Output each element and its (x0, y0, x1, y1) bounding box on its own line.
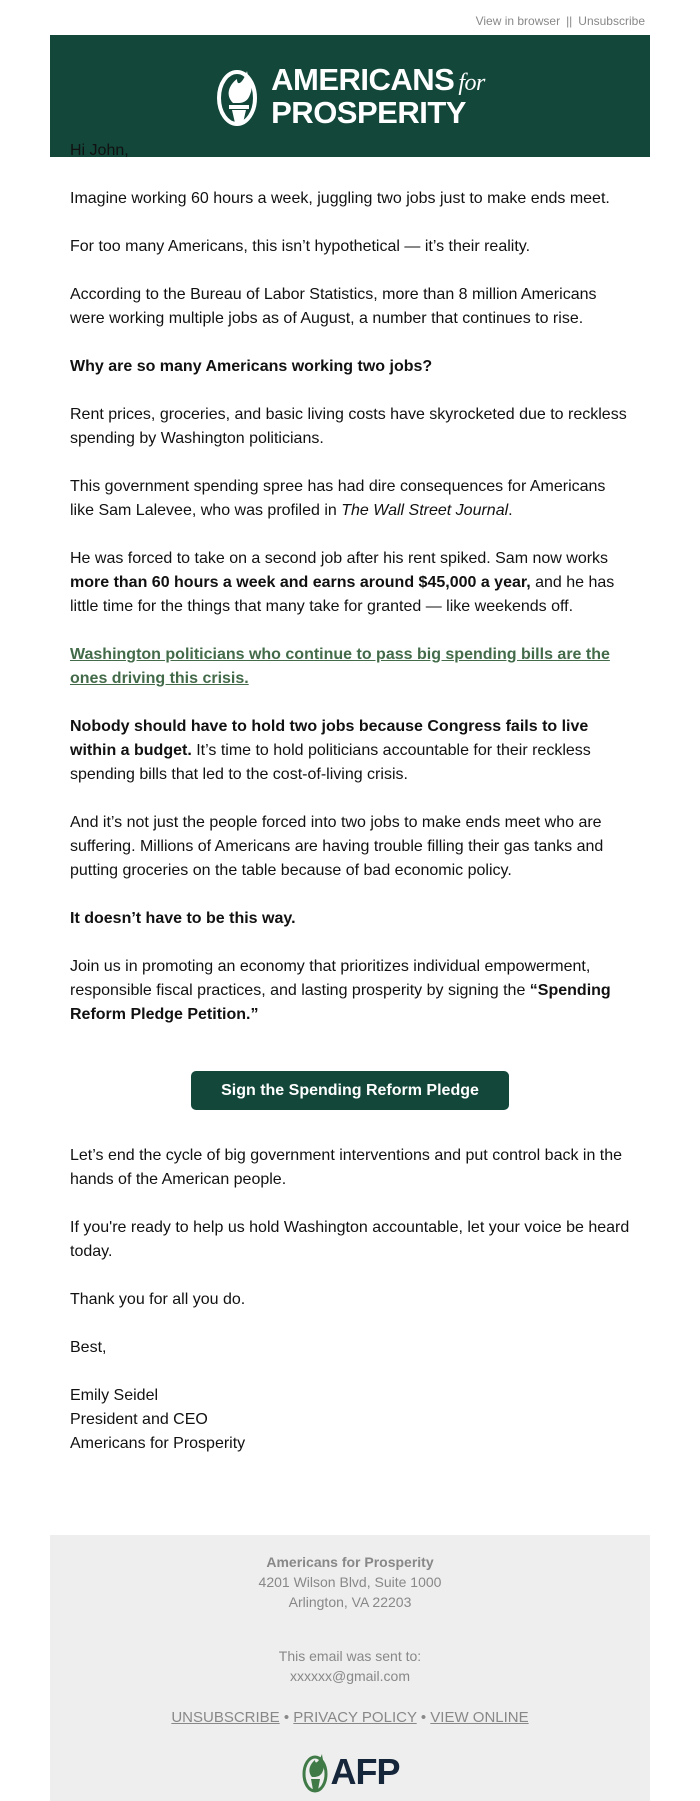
text: It’s time to hold politicians accountable for their reckless spending bills that led to the cost-of-living crisis. (70, 742, 591, 783)
paragraph: Imagine working 60 hours a week, juggling two jobs just to make ends meet. (70, 190, 610, 207)
subheading (70, 355, 630, 379)
unsubscribe-link[interactable]: Unsubscribe (578, 14, 645, 28)
logo-line1: AMERICANS (271, 61, 455, 97)
footer-address-line1: 4201 Wilson Blvd, Suite 1000 (258, 1574, 442, 1590)
subheading-text: It doesn’t have to be this way. (70, 910, 296, 927)
footer-links (50, 1708, 650, 1728)
afp-logo[interactable] (215, 61, 485, 130)
torch-icon (215, 65, 265, 127)
publication-name: The Wall Street Journal (341, 502, 509, 519)
logo-for: for (458, 69, 485, 96)
signature-title: President and CEO (70, 1411, 208, 1428)
afp-logo-text: AFP (330, 1751, 400, 1792)
greeting: Hi John, (70, 142, 129, 159)
paragraph (70, 643, 630, 691)
sent-to-label: This email was sent to: (278, 1648, 422, 1664)
signature-org: Americans for Prosperity (70, 1435, 246, 1452)
paragraph: And it’s not just the people forced into two jobs to make ends meet who are suffering. Millions of Americans are having trouble filling their gas tanks and putting groceries on the table because of bad economic policy. (70, 814, 604, 879)
text: This government spending spree has had dire consequences for Americans like Sam Lalevee, who was profiled in (70, 478, 606, 519)
text: He was forced to take on a second job after his rent spiked. Sam now works (70, 550, 609, 567)
footer-unsubscribe-link[interactable]: UNSUBSCRIBE (171, 1709, 280, 1726)
paragraph: For too many Americans, this isn’t hypothetical — it’s their reality. (70, 238, 531, 255)
text: Join us in promoting an economy that prioritizes individual empowerment, responsible fiscal practices, and lasting prosperity by signing the (70, 958, 591, 999)
paragraph (70, 547, 630, 619)
subheading (70, 907, 630, 931)
recipient-email: xxxxxx@gmail.com (289, 1668, 410, 1684)
email-body (70, 139, 630, 1456)
separator: || (566, 14, 573, 28)
subheading-text: Why are so many Americans working two jobs? (70, 358, 433, 375)
footer (50, 1535, 650, 1801)
view-online-link[interactable]: VIEW ONLINE (430, 1709, 529, 1726)
paragraph: Rent prices, groceries, and basic living costs have skyrocketed due to reckless spending by Washington politicians. (70, 406, 627, 447)
crisis-link[interactable]: Washington politicians who continue to pass big spending bills are the ones driving this crisis. (70, 646, 610, 687)
bold-text: more than 60 hours a week and earns around $45,000 a year, (70, 574, 531, 591)
view-in-browser-link[interactable]: View in browser (475, 14, 561, 28)
bold-text: Nobody should have to hold two jobs because Congress fails to live within a budget. (70, 718, 589, 759)
afp-footer-logo[interactable] (50, 1750, 650, 1794)
paragraph: If you're ready to help us hold Washington accountable, let your voice be heard today. (70, 1219, 630, 1260)
paragraph: According to the Bureau of Labor Statistics, more than 8 million Americans were working multiple jobs as of August, a number that continues to rise. (70, 286, 597, 327)
torch-icon (301, 1750, 331, 1794)
signature-name: Emily Seidel (70, 1387, 159, 1404)
paragraph (70, 475, 630, 523)
petition-name: “Spending Reform Pledge Petition.” (70, 982, 611, 1023)
text: and he has little time for the things that many take for granted — like weekends off. (70, 574, 615, 615)
bullet: • (420, 1709, 427, 1726)
footer-org: Americans for Prosperity (266, 1554, 434, 1570)
signature (70, 1384, 630, 1456)
paragraph (70, 715, 630, 787)
logo-line2: PROSPERITY (271, 94, 466, 130)
sign-pledge-button[interactable]: Sign the Spending Reform Pledge (191, 1071, 509, 1110)
paragraph: Let’s end the cycle of big government interventions and put control back in the hands of the American people. (70, 1147, 623, 1188)
bullet: • (283, 1709, 290, 1726)
text: . (508, 502, 513, 519)
signoff: Best, (70, 1339, 107, 1356)
paragraph: Thank you for all you do. (70, 1291, 246, 1308)
top-links (476, 14, 645, 28)
privacy-policy-link[interactable]: PRIVACY POLICY (293, 1709, 417, 1726)
footer-address-line2: Arlington, VA 22203 (288, 1594, 412, 1610)
paragraph (70, 955, 630, 1027)
